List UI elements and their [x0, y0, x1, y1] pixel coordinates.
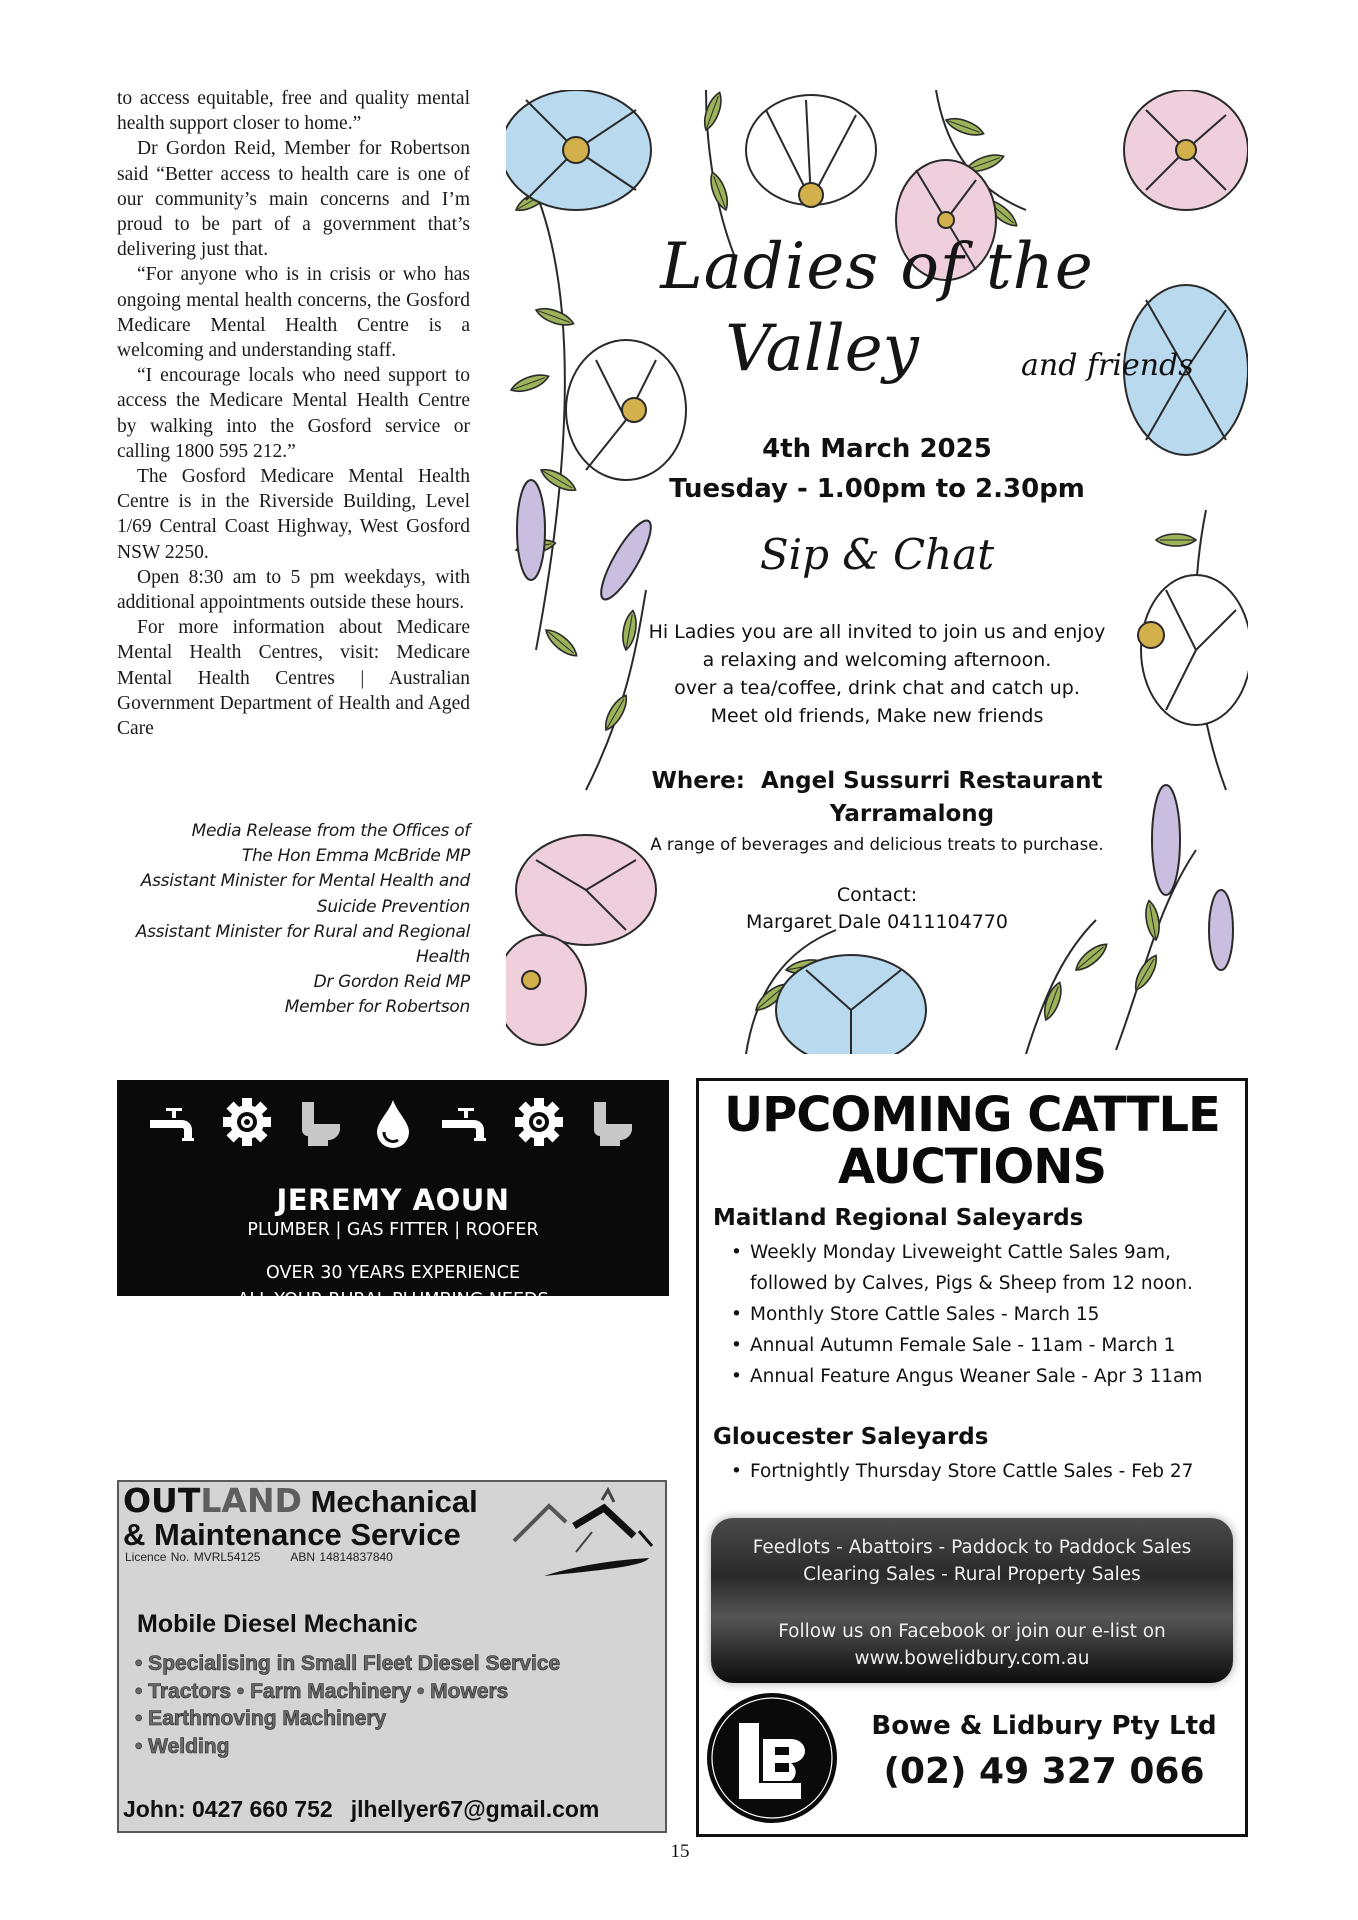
- service-item: • Tractors • Farm Machinery • Mowers: [135, 1679, 509, 1703]
- banner-follow: [711, 1618, 1233, 1672]
- tap-icon: [440, 1096, 492, 1148]
- flyer-time: Tuesday - 1.00pm to 2.30pm: [669, 474, 1085, 504]
- page-number: 15: [670, 1841, 690, 1862]
- gear-icon: [513, 1096, 565, 1148]
- banner-line: Feedlots - Abattoirs - Paddock to Paddock Sales: [752, 1537, 1192, 1558]
- article-paragraph: Open 8:30 am to 5 pm weekdays, with additional appointments outside these hours.: [117, 566, 470, 614]
- service-item: • Specialising in Small Fleet Diesel Service: [135, 1652, 561, 1675]
- venue-name: Angel Sussurri Restaurant: [760, 768, 1103, 794]
- sale-item-text: Annual Autumn Female Sale - 11am - March 1: [750, 1335, 1176, 1356]
- website-link[interactable]: www.bowelidbury.com.au: [854, 1648, 1090, 1669]
- sale-item: [731, 1330, 1202, 1361]
- article-paragraph: “I encourage locals who need support to access the Medicare Mental Health Centre by walking into the Gosford service or calling 1800 595 212.”: [117, 365, 470, 462]
- service-item: • Welding: [135, 1734, 230, 1758]
- article-paragraph: Dr Gordon Reid, Member for Robertson said “Better access to health care is one of our community’s main concerns and I’m proud to be part of a government that’s delivering just that.: [117, 138, 470, 261]
- cattle-auctions-ad: [696, 1078, 1248, 1837]
- toilet-icon: [586, 1096, 638, 1148]
- plumber-ad: [117, 1080, 669, 1413]
- lb-logo-icon: [705, 1691, 839, 1825]
- banner-line: Clearing Sales - Rural Property Sales: [803, 1564, 1141, 1585]
- flyer-contact: [506, 882, 1248, 936]
- plumber-mobile: Mobile: 0424 894 225: [271, 1338, 515, 1362]
- sale-item-text: followed by Calves, Pigs & Sheep from 12 noon.: [750, 1273, 1193, 1294]
- flyer-venue: [506, 765, 1248, 831]
- sale-item: [731, 1361, 1202, 1392]
- mountain-logo-icon: [504, 1486, 664, 1586]
- venue-town: Yarramalong: [829, 801, 995, 827]
- outland-mechanical-ad: [117, 1480, 667, 1833]
- plumber-email: Email@ aussieplumbing1@gmail.com: [228, 1393, 558, 1413]
- contact-email: jlhellyer67@gmail.com: [350, 1796, 600, 1822]
- flyer-note: A range of beverages and delicious treats to purchase.: [650, 835, 1104, 854]
- plumber-licence: Licence:134701C: [317, 1367, 469, 1387]
- outland-heading: Mobile Diesel Mechanic: [137, 1610, 418, 1638]
- invite-line: Hi Ladies you are all invited to join us and enjoy: [648, 621, 1106, 643]
- where-label: Where:: [651, 768, 745, 794]
- flyer-title-line1: Ladies of the: [660, 230, 1094, 304]
- gear-icon: [221, 1096, 273, 1148]
- plumbing-icons-row: [117, 1096, 669, 1152]
- article-paragraph: to access equitable, free and quality mental health support closer to home.”: [117, 88, 470, 135]
- outland-licence-row: [125, 1550, 393, 1564]
- flyer-title-line2: Valley: [725, 312, 919, 386]
- experience-line: ALL YOUR RURAL PLUMBING NEEDS: [237, 1290, 549, 1310]
- plumber-name: JEREMY AOUN: [276, 1183, 510, 1217]
- sale-item-text: Monthly Store Cattle Sales - March 15: [750, 1304, 1100, 1325]
- credit-line: Health: [415, 947, 470, 968]
- title-line: AUCTIONS: [837, 1139, 1107, 1195]
- title-line: UPCOMING CATTLE: [724, 1087, 1220, 1143]
- abn-number: ABN 14814837840: [290, 1550, 393, 1564]
- licence-number: Licence No. MVRL54125: [125, 1550, 261, 1564]
- flyer-invite: [506, 618, 1248, 730]
- sale-item-text: Annual Feature Angus Weaner Sale - Apr 3 11am: [750, 1366, 1203, 1387]
- water-drop-icon: [367, 1096, 419, 1148]
- company-phone: (02) 49 327 066: [883, 1751, 1205, 1792]
- sale-item-text: Weekly Monday Liveweight Cattle Sales 9am,: [750, 1242, 1171, 1263]
- contact-person: Margaret Dale 0411104770: [746, 911, 1008, 933]
- article-body: [117, 86, 470, 741]
- banner-services: [711, 1534, 1233, 1588]
- sale-item-text: Fortnightly Thursday Store Cattle Sales - Feb 27: [750, 1461, 1194, 1482]
- banner-line: Follow us on Facebook or join our e-list on: [778, 1621, 1166, 1642]
- article-paragraph: “For anyone who is in crisis or who has ongoing mental health concerns, the Gosford Medicare Mental Health Centre is a welcoming and understanding staff.: [117, 264, 470, 362]
- saleyard-list: [731, 1237, 1202, 1392]
- tap-icon: [148, 1096, 200, 1148]
- contact-label: Contact:: [836, 884, 918, 906]
- company-name: Bowe & Lidbury Pty Ltd: [871, 1711, 1217, 1741]
- article-paragraph: The Gosford Medicare Mental Health Centre is in the Riverside Building, Level 1/69 Central Coast Highway, West Gosford NSW 2250.: [117, 466, 470, 563]
- contact-phone: John: 0427 660 752: [123, 1796, 333, 1822]
- article-paragraph: For more information about Medicare Mental Health Centres, visit: Medicare Mental Health Centres | Australian Government Department of Health and Aged Care: [117, 617, 470, 740]
- invite-line: a relaxing and welcoming afternoon.: [702, 649, 1052, 671]
- outland-title: [123, 1481, 478, 1552]
- credit-line: Member for Robertson: [284, 997, 470, 1018]
- flyer-title-suffix: and friends: [1021, 348, 1194, 383]
- invite-line: Meet old friends, Make new friends: [710, 705, 1044, 727]
- flyer-date: 4th March 2025: [762, 434, 992, 464]
- services-banner: [711, 1518, 1233, 1683]
- toilet-icon: [294, 1096, 346, 1148]
- title-line2: & Maintenance Service: [123, 1517, 461, 1552]
- credit-line: The Hon Emma McBride MP: [241, 846, 470, 867]
- cattle-title: [699, 1089, 1245, 1193]
- credit-line: Dr Gordon Reid MP: [313, 972, 470, 993]
- sale-item: [731, 1299, 1202, 1330]
- experience-line: OVER 30 YEARS EXPERIENCE: [266, 1263, 520, 1283]
- credit-line: Media Release from the Offices of: [191, 821, 470, 841]
- event-flyer: [506, 90, 1248, 1054]
- plumber-experience: [117, 1260, 669, 1314]
- flyer-subtitle: Sip & Chat: [759, 530, 995, 579]
- sale-item: [731, 1237, 1202, 1299]
- article-credits: [117, 819, 470, 1021]
- service-item: • Earthmoving Machinery: [135, 1707, 387, 1730]
- credit-line: Assistant Minister for Mental Health and: [140, 871, 470, 892]
- saleyard-heading: Gloucester Saleyards: [713, 1424, 989, 1450]
- brand-out: OUT: [123, 1481, 201, 1520]
- invite-line: over a tea/coffee, drink chat and catch up.: [674, 677, 1080, 699]
- outland-services: [135, 1650, 560, 1760]
- sale-item: [731, 1456, 1193, 1487]
- plumber-trades: PLUMBER | GAS FITTER | ROOFER: [247, 1220, 539, 1240]
- saleyard-list: [731, 1456, 1193, 1487]
- credit-line: Suicide Prevention: [316, 896, 470, 917]
- brand-land: LAND: [200, 1481, 302, 1520]
- outland-contact: [123, 1796, 599, 1823]
- saleyard-heading: Maitland Regional Saleyards: [713, 1205, 1084, 1231]
- title-rest: Mechanical: [301, 1484, 478, 1519]
- credit-line: Assistant Minister for Rural and Regional: [135, 921, 470, 942]
